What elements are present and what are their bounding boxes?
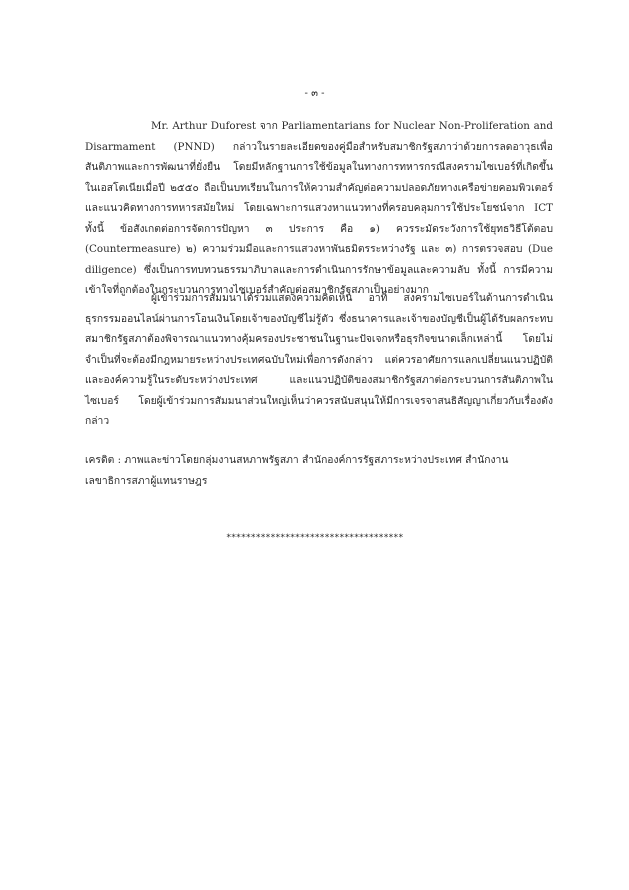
paragraph-block-1 [85, 116, 553, 301]
paragraph: Mr. Arthur Duforest จาก Parliamentarians for Nuclear Non-Proliferation and Disarmament (PNND) กล่าวในรายละเอียดของคู่มือสำหรับสมาชิกรัฐสภาว่าด้วยการลดอาวุธเพื่อสันติภาพและการพัฒนาที่ยั่งยืน โดยมีหลักฐานการใช้ข้อมูลในทางการทหารกรณีสงครามไซเบอร์ที่เกิดขึ้นในเอสโตเนียเมื่อปี ๒๕๕๐ ถือเป็นบทเรียนในการให้ความสำคัญต่อความปลอดภัยทางเครือข่ายคอมพิวเตอร์และแนวคิดทางการทหารสมัยใหม่ โดยเฉพาะการแสวงหาแนวทางที่ครอบคลุมการใช้ประโยชน์จาก ICT ทั้งนี้ ข้อสังเกตต่อการจัดการปัญหา ๓ ประการ คือ ๑) ควรระมัดระวังการใช้ยุทธวิธีโต้ตอบ (Countermeasure) ๒) ความร่วมมือและการแสวงหาพันธมิตรระหว่างรัฐ และ ๓) การตรวจสอบ (Due diligence) ซึ่งเป็นการทบทวนธรรมาภิบาลและการดำเนินการรักษาข้อมูลและความลับ ทั้งนี้ การมีความเข้าใจที่ถูกต้องในกระบวนการทางไซเบอร์สำคัญต่อสมาชิกรัฐสภาเป็นอย่างมาก [85, 120, 553, 296]
separator-line: ************************************ [225, 533, 404, 543]
paragraph: ผู้เข้าร่วมการสัมมนาได้ร่วมแสดงความคิดเห็น อาทิ สงครามไซเบอร์ในด้านการดำเนินธุรกรรมออนไลน์ผ่านการโอนเงินโดยเจ้าของบัญชีไม่รู้ตัว ซึ่งธนาคารและเจ้าของบัญชีเป็นผู้ได้รับผลกระทบสมาชิกรัฐสภาต้องพิจารณาแนวทางคุ้มครองประชาชนในฐานะปัจเจกหรือธุรกิจขนาดเล็กเหล่านี้ โดยไม่จำเป็นที่จะต้องมีกฎหมายระหว่างประเทศฉบับใหม่เพื่อการดังกล่าว แต่ควรอาศัยการแลกเปลี่ยนแนวปฏิบัติและองค์ความรู้ในระดับระหว่างประเทศ และแนวปฏิบัติของสมาชิกรัฐสภาต่อกระบวนการสันติภาพในไซเบอร์ โดยผู้เข้าร่วมการสัมมนาส่วนใหญ่เห็นว่าควรสนับสนุนให้มีการเจรจาสนธิสัญญาเกี่ยวกับเรื่องดังกล่าว [85, 292, 553, 427]
credit-note: เครดิต : ภาพและข่าวโดยกลุ่มงานสหภาพรัฐสภา สำนักองค์การรัฐสภาระหว่างประเทศ สำนักงานเลขาธิการสภาผู้แทนราษฎร [85, 454, 509, 487]
paragraph-block-2 [85, 288, 553, 432]
page-number: - ๓ - [304, 88, 325, 99]
